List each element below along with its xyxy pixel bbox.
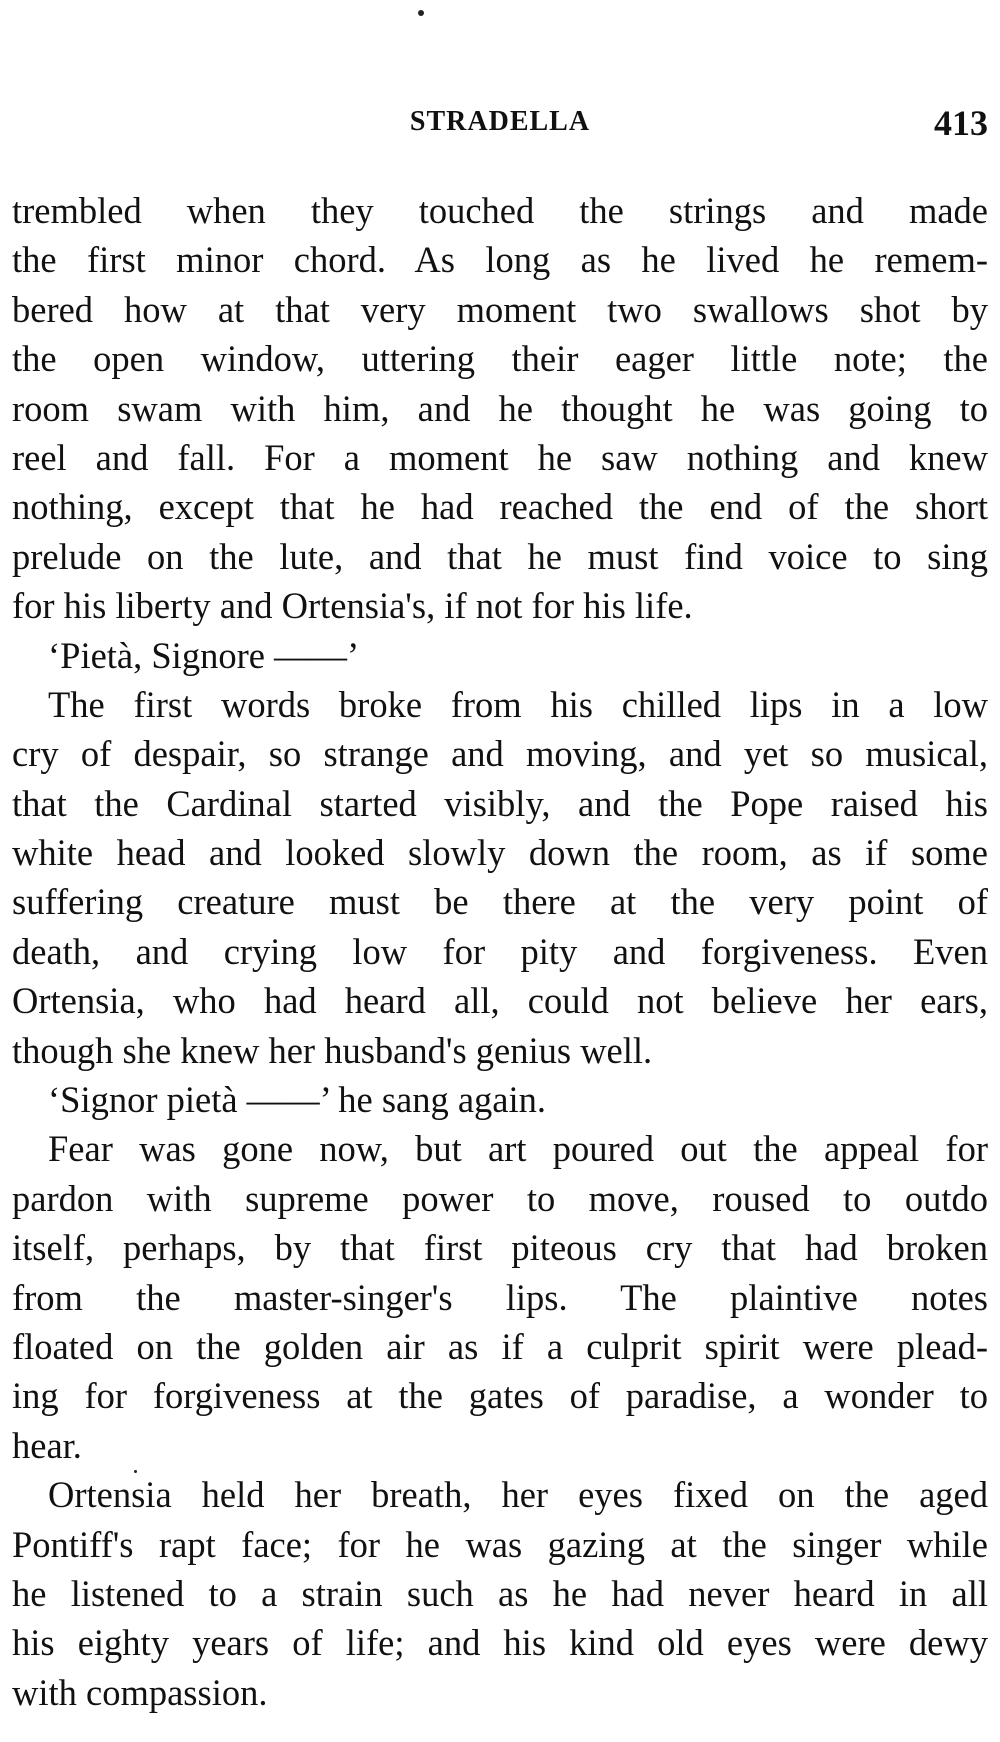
text-line: with compassion. [12, 1671, 268, 1713]
text-line: pardon with supreme power to move, roused to outdo [12, 1177, 988, 1219]
text-line: from the master-singer's lips. The plaintive notes [12, 1276, 988, 1318]
text-line: cry of despair, so strange and moving, and yet so musical, [12, 733, 988, 775]
text-line: nothing, except that he had reached the end of the short [12, 486, 988, 528]
text-line: that the Cardinal started visibly, and the Pope raised his [12, 782, 988, 824]
text-line: Ortensia, who had heard all, could not believe her ears, [12, 980, 988, 1022]
text-line: The first words broke from his chilled lips in a low [48, 683, 988, 725]
text-line: ‘Signor pietà ——’ he sang again. [48, 1079, 547, 1121]
text-line: Fear was gone now, but art poured out the appeal for [48, 1128, 988, 1170]
running-head [12, 102, 988, 142]
text-line: Pontiff's rapt face; for he was gazing at the singer while [12, 1523, 988, 1565]
text-line: death, and crying low for pity and forgiveness. Even [12, 930, 988, 972]
print-speck [418, 10, 424, 16]
text-line: hear. [12, 1424, 82, 1466]
text-line: white head and looked slowly down the room, as if some [12, 832, 988, 874]
text-line: his eighty years of life; and his kind old eyes were dewy [12, 1622, 988, 1664]
text-line: the open window, uttering their eager little note; the [12, 338, 988, 380]
text-line: room swam with him, and he thought he was going to [12, 387, 988, 429]
text-line: trembled when they touched the strings and made [12, 190, 988, 231]
text-body [12, 186, 988, 1717]
text-line: itself, perhaps, by that first piteous cry that had broken [12, 1227, 988, 1269]
text-line: the first minor chord. As long as he lived he remem- [12, 239, 988, 281]
text-line: floated on the golden air as if a culprit spirit were plead- [12, 1325, 988, 1367]
text-line: for his liberty and Ortensia's, if not for his life. [12, 585, 693, 627]
text-line: ‘Pietà, Signore ——’ [48, 634, 360, 676]
text-line: bered how at that very moment two swallows shot by [12, 288, 988, 330]
text-line: ing for forgiveness at the gates of paradise, a wonder to [12, 1375, 988, 1417]
text-line: reel and fall. For a moment he saw nothing and knew [12, 436, 988, 478]
text-line: prelude on the lute, and that he must find voice to sing [12, 535, 988, 577]
running-title: STRADELLA [409, 106, 591, 137]
text-line: he listened to a strain such as he had never heard in all [12, 1572, 988, 1614]
text-line: suffering creature must be there at the very point of [12, 881, 988, 923]
page-number: 413 [934, 103, 988, 143]
text-line: though she knew her husband's genius well. [12, 1029, 653, 1071]
text-line: Ortensia held her breath, her eyes fixed on the aged [48, 1474, 988, 1516]
